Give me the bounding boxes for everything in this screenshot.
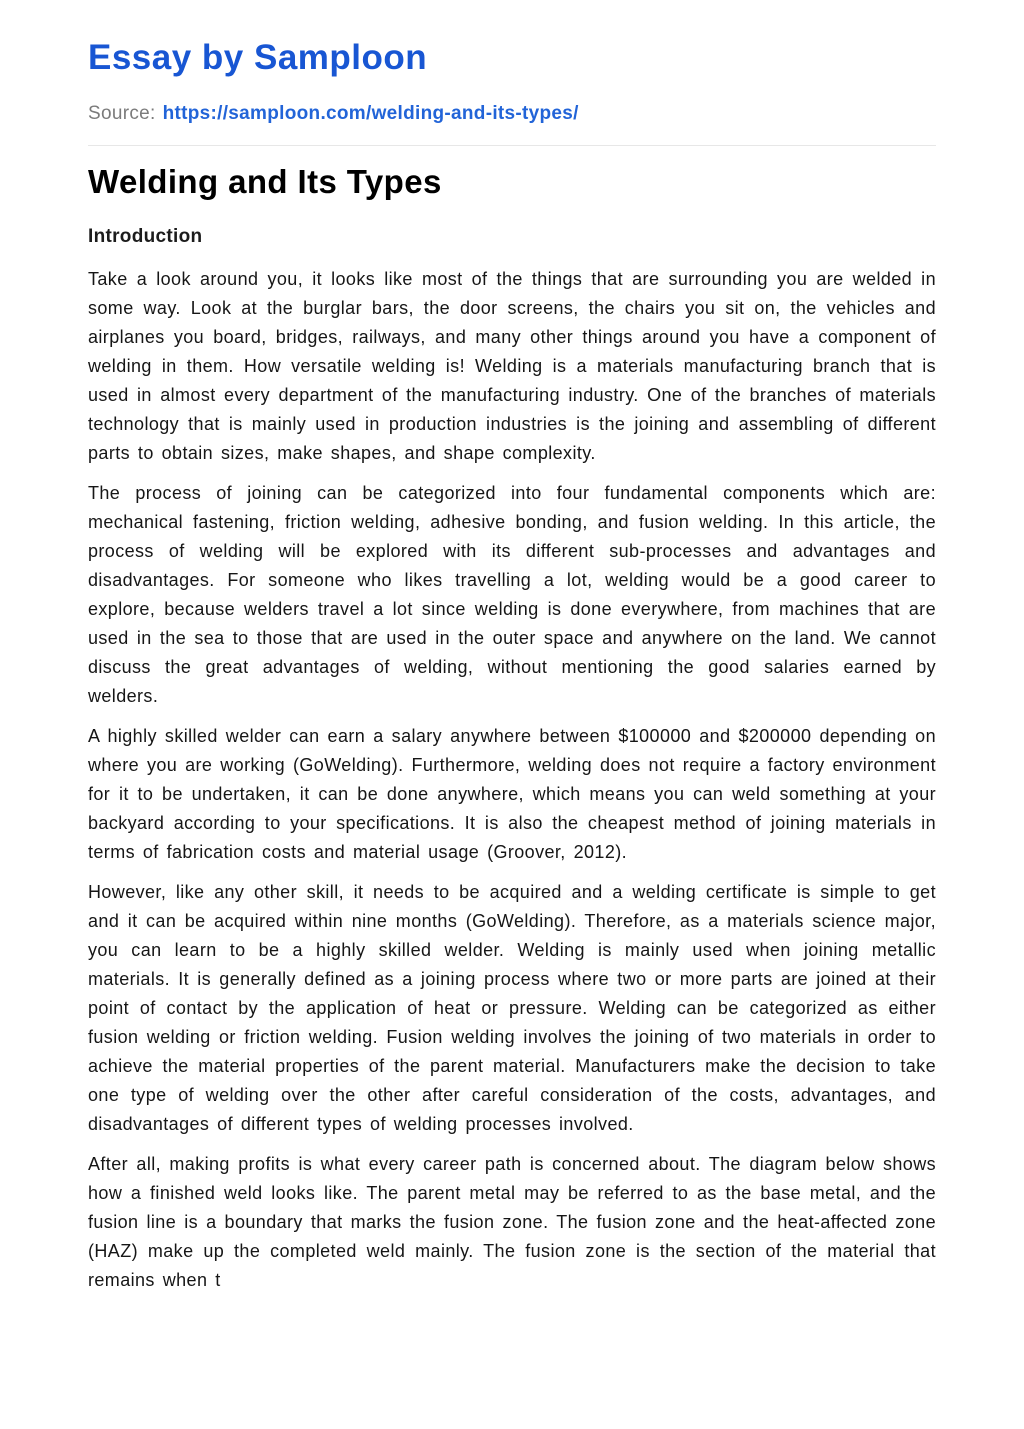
brand-heading: Essay by Samploon: [88, 38, 428, 77]
essay-body: [88, 265, 936, 1295]
essay-paragraph-4: However, like any other skill, it needs to be acquired and a welding certificate is simple to get and it can be acquired within nine months (GoWelding). Therefore, as a materials science major, you can learn to be a highly skilled welder. Welding is mainly used when joining metallic materials. It is generally defined as a joining process where two or more parts are joined at their point of contact by the application of heat or pressure. Welding can be categorized as either fusion welding or friction welding. Fusion welding involves the joining of two materials in order to achieve the material properties of the parent material. Manufacturers make the decision to take one type of welding over the other after careful consideration of the costs, advantages, and disadvantages of different types of welding processes involved.: [88, 882, 936, 1134]
source-row: [88, 102, 936, 126]
essay-paragraph-5: After all, making profits is what every career path is concerned about. The diagram below shows how a finished weld looks like. The parent metal may be referred to as the base metal, and the fusion line is a boundary that marks the fusion zone. The fusion zone and the heat-affected zone (HAZ) make up the completed weld mainly. The fusion zone is the section of the material that remains when t: [88, 1154, 936, 1290]
essay-paragraph-3: A highly skilled welder can earn a salary anywhere between $100000 and $200000 depending on where you are working (GoWelding). Furthermore, welding does not require a factory environment for it to be undertaken, it can be done anywhere, which means you can weld something at your backyard according to your specifications. It is also the cheapest method of joining materials in terms of fabrication costs and material usage (Groover, 2012).: [88, 726, 936, 862]
divider: [88, 145, 936, 146]
section-heading-introduction: Introduction: [88, 226, 203, 247]
essay-paragraph-2: The process of joining can be categorized into four fundamental components which are: mechanical fastening, friction welding, adhesive bonding, and fusion welding. In this article, the process of welding will be explored with its different sub-processes and advantages and disadvantages. For someone who likes travelling a lot, welding would be a good career to explore, because welders travel a lot since welding is done everywhere, from machines that are used in the sea to those that are used in the outer space and anywhere on the land. We cannot discuss the great advantages of welding, without mentioning the good salaries earned by welders.: [88, 483, 936, 706]
source-url-link[interactable]: https://samploon.com/welding-and-its-types/: [162, 103, 579, 124]
essay-paragraph-1: Take a look around you, it looks like most of the things that are surrounding you are welded in some way. Look at the burglar bars, the door screens, the chairs you sit on, the vehicles and airplanes you board, bridges, railways, and many other things around you have a component of welding in them. How versatile welding is! Welding is a materials manufacturing branch that is used in almost every department of the manufacturing industry. One of the branches of materials technology that is mainly used in production industries is the joining and assembling of different parts to obtain sizes, make shapes, and shape complexity.: [88, 269, 936, 463]
article-title: Welding and Its Types: [88, 163, 442, 200]
source-label: Source:: [88, 103, 156, 124]
